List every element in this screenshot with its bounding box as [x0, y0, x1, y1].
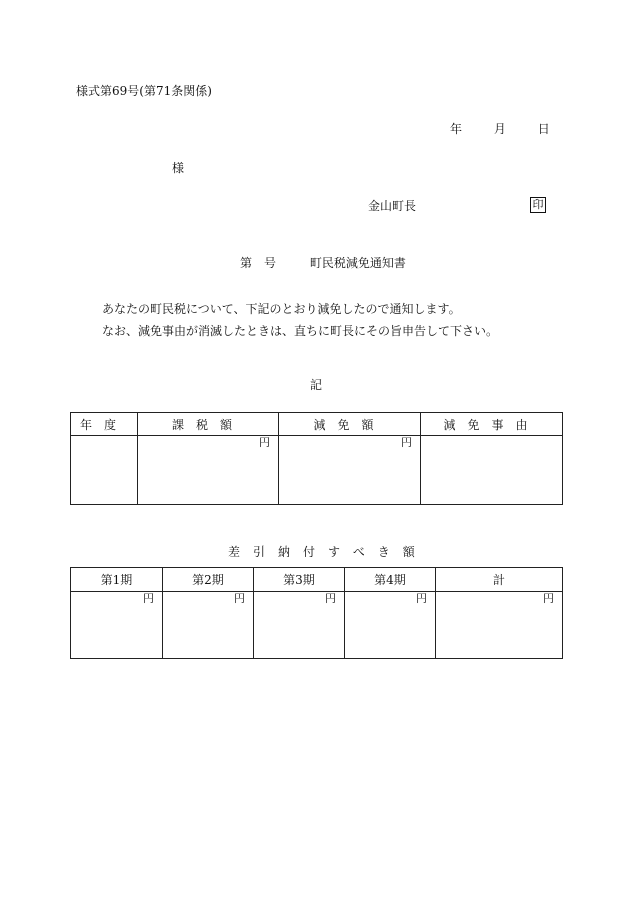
yen-unit: 円: [143, 592, 154, 605]
cell-period-3[interactable]: [254, 592, 345, 659]
date-year-label: 年: [450, 122, 463, 136]
notice-line-2: なお、減免事由が消滅したときは、直ちに町長にその旨申告して下さい。: [102, 324, 499, 338]
header-period-3: 第3期: [254, 568, 345, 592]
issuer-name: 金山町長: [368, 199, 417, 213]
payment-table: [70, 567, 563, 659]
payment-table-row: [71, 592, 563, 659]
header-fiscal-year: 年度: [71, 413, 138, 436]
reduction-table-header: [71, 413, 563, 436]
cell-period-1[interactable]: [71, 592, 163, 659]
yen-unit: 円: [416, 592, 427, 605]
addressee-suffix: 様: [172, 161, 185, 175]
notice-line-1: あなたの町民税について、下記のとおり減免したので通知します。: [102, 302, 461, 316]
cell-reduction-amount[interactable]: [279, 436, 421, 505]
document-name: 町民税減免通知書: [309, 256, 406, 270]
header-period-1: 第1期: [71, 568, 163, 592]
header-period-4: 第4期: [345, 568, 436, 592]
document-number-label: 第 号: [240, 256, 277, 270]
reduction-table: [70, 412, 563, 505]
cell-period-4[interactable]: [345, 592, 436, 659]
cell-period-2[interactable]: [163, 592, 254, 659]
document-title: [240, 256, 406, 270]
yen-unit: 円: [543, 592, 554, 605]
yen-unit: 円: [234, 592, 245, 605]
cell-taxed-amount[interactable]: [138, 436, 279, 505]
yen-unit: 円: [401, 436, 412, 449]
header-reduction-reason: 減免事由: [421, 413, 563, 436]
header-period-2: 第2期: [163, 568, 254, 592]
yen-unit: 円: [325, 592, 336, 605]
notice-body: [102, 298, 582, 342]
date-month-label: 月: [493, 122, 506, 136]
cell-reduction-reason[interactable]: [421, 436, 563, 505]
header-total: 計: [436, 568, 563, 592]
ki-label: 記: [310, 378, 323, 392]
header-taxed-amount: 課税額: [138, 413, 279, 436]
cell-total[interactable]: [436, 592, 563, 659]
form-number: 様式第69号(第71条関係): [76, 84, 212, 98]
date-line: [450, 122, 550, 136]
payment-title: 差引納付すべき額: [228, 545, 428, 559]
date-day-label: 日: [537, 122, 550, 136]
cell-fiscal-year[interactable]: [71, 436, 138, 505]
reduction-table-row: [71, 436, 563, 505]
payment-table-header: [71, 568, 563, 592]
header-reduction-amount: 減免額: [279, 413, 421, 436]
seal-mark: 印: [530, 197, 546, 213]
yen-unit: 円: [259, 436, 270, 449]
